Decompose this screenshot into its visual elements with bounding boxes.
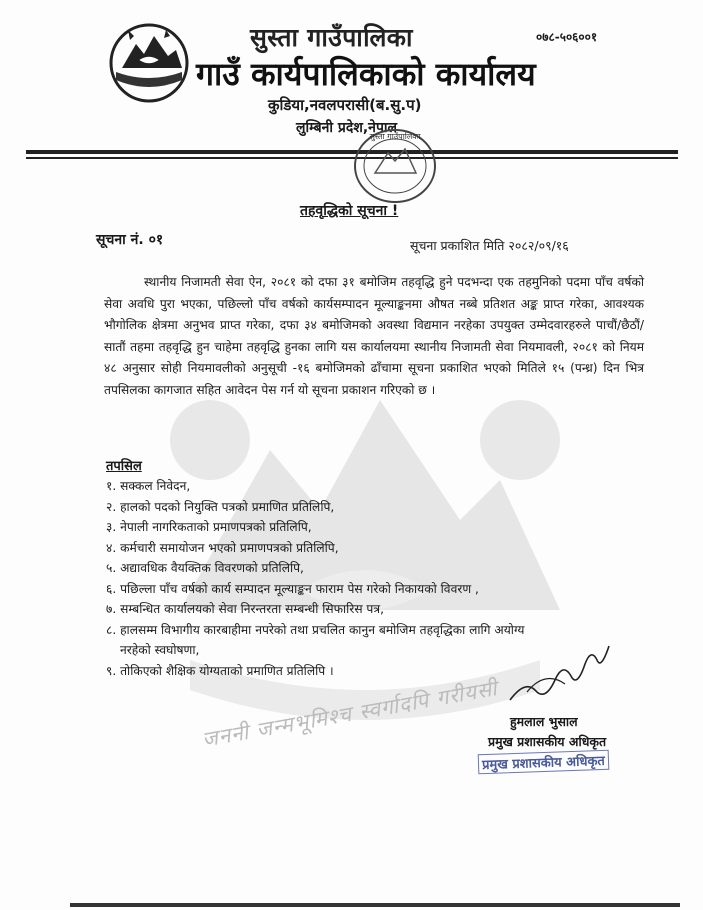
reference-number: ०७८-५०६००१ <box>536 30 598 44</box>
list-item: २. हालको पदको नियुक्ति पत्रको प्रमाणित प्रतिलिपि, <box>106 499 335 514</box>
office-province: लुम्बिनी प्रदेश,नेपाल <box>296 120 398 136</box>
office-stamp-icon <box>350 125 440 207</box>
list-item: ७. सम्बन्धित कार्यालयको सेवा निरन्तरता सम्बन्धी सिफारिस पत्र, <box>106 602 384 616</box>
signatory-title: प्रमुख प्रशासकीय अधिकृत <box>488 734 607 749</box>
list-item: ६. पछिल्ला पाँच वर्षको कार्य सम्पादन मूल्याङ्कन फाराम पेस गरेको निकायको विवरण , <box>106 581 479 596</box>
office-name: गाउँ कार्यपालिकाको कार्यालय <box>196 55 536 93</box>
list-item: १. सक्कल निवेदन, <box>106 479 191 493</box>
list-item: ८. हालसम्म विभागीय कारबाहीमा नपरेको तथा प्रचलित कानुन बमोजिम तहवृद्धिका लागि अयोग्य <box>106 622 525 637</box>
list-item: नरहेको स्वघोषणा, <box>120 643 200 657</box>
list-item: ९. तोकिएको शैक्षिक योग्यताको प्रमाणित प्रतिलिपि । <box>106 663 334 678</box>
notice-heading: तहवृद्धिको सूचना ! <box>300 203 399 219</box>
list-item: ४. कर्मचारी समायोजन भएको प्रमाणपत्रको प्रतिलिपि, <box>106 540 339 555</box>
list-item: ३. नेपाली नागरिकताको प्रमाणपत्रको प्रतिलिपि, <box>106 520 312 534</box>
publication-date: सूचना प्रकाशित मिति २०८२/०९/१६ <box>410 238 569 253</box>
nepal-emblem-icon <box>108 22 190 104</box>
list-item: ५. अद्यावधिक वैयक्तिक विवरणको प्रतिलिपि, <box>106 561 304 575</box>
municipality-name: सुस्ता गाउँपालिका <box>250 23 413 52</box>
notice-number: सूचना नं. ०१ <box>96 232 164 248</box>
signatory-seal: प्रमुख प्रशासकीय अधिकृत <box>478 750 609 775</box>
signatory-name: हुमलाल भुसाल <box>510 714 578 729</box>
stamp-text: सुस्ता गाउँपालिका <box>369 132 421 141</box>
footer-divider <box>70 903 680 907</box>
notice-body: स्थानीय निजामती सेवा ऐन, २०८१ को दफा ३१ बमोजिम तहवृद्धि हुने पदभन्दा एक तहमुनिको पदमा पाँच वर्षको सेवा अवधि पुरा भएका, पछिल्लो पाँच वर्षको कार्यसम्पादन मूल्याङ्कनमा औषत नब्बे प्रतिशत अङ्क प्राप्त गरेका, आवश्यक भौगोलिक क्षेत्रमा अनुभव प्राप्त गरेका, दफा ३४ बमोजिमको अवस्था विद्यमान नरहेका उपयुक्त उम्मेदवारहरुले पाचौं/छैठौं/सातौं तहमा तहवृद्धि हुन चाहेमा तहवृद्धि हुनका लागि यस कार्यालयमा स्थानीय निजामती सेवा नियमावली, २०८१ को नियम ४८ अनुसार सोही नियमावलीको अनुसूची -१६ बमोजिमको ढाँचामा सूचना प्रकाशित भएको मितिले १५ (पन्ध्र) दिन भित्र तपसिलका कागजात सहित आवेदन पेस गर्न यो सूचना प्रकाशन गरिएको छ । <box>104 275 644 397</box>
signature-icon <box>505 640 615 710</box>
office-address: कुडिया,नवलपरासी(ब.सु.प) <box>268 96 422 114</box>
document-list-heading: तपसिल <box>106 459 142 474</box>
watermark-motto: जननी जन्मभूमिश्च स्वर्गादपि गरीयसी <box>200 676 500 752</box>
